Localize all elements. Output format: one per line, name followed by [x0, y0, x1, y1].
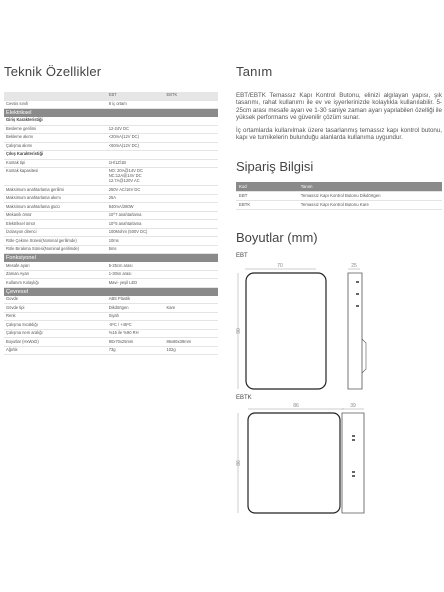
spec-value: Dikdörtgen — [107, 304, 165, 313]
spec-value: 10^5 anahtarlama — [107, 220, 165, 229]
spec-value-ebtk — [164, 279, 218, 288]
spec-value: 250V AC/16V DC — [107, 186, 165, 195]
spec-label: Besleme gerilimi — [4, 125, 107, 134]
spec-value: 1-30sn arası — [107, 270, 165, 279]
ebtk-label: EBTK — [236, 395, 252, 401]
table-row — [4, 312, 218, 321]
spec-value: %15 ile %90 RH — [107, 329, 165, 338]
ebtk-depth-text: 39 — [350, 403, 356, 409]
spec-section-title: Çevresel — [4, 287, 218, 296]
spec-value: 25A — [107, 194, 165, 203]
spec-label: İzolasyon direnci — [4, 228, 107, 237]
spec-label: Röle Bırakma Süresi(Nominal gerilimde) — [4, 245, 107, 254]
spec-value: NO: 20A@14V DC NC:12A@14V DC 12.7A@120V AC — [107, 168, 165, 186]
spec-value: -5ºC / +45ºC — [107, 321, 165, 330]
ebt-height-text: 90 — [236, 328, 242, 334]
order-desc: Temassız Kapı Kontrol Butonu Kare — [298, 200, 442, 209]
spec-label: Zaman Ayarı — [4, 270, 107, 279]
table-row — [4, 245, 218, 254]
table-row — [4, 134, 218, 143]
ebt-side-detail-2 — [356, 293, 359, 295]
ebtk-side-view — [342, 413, 364, 513]
spec-value-ebtk — [164, 237, 218, 246]
specs-header-ebt: EBT — [107, 92, 165, 100]
spec-value-ebtk: Kare — [164, 304, 218, 313]
order-table — [236, 182, 442, 210]
spec-value-ebtk — [164, 245, 218, 254]
spec-value: Siyah — [107, 312, 165, 321]
spec-value-ebtk — [164, 134, 218, 143]
spec-label: Kontak kapasitesi — [4, 168, 107, 186]
table-row — [4, 125, 218, 134]
ebt-width-text: 70 — [277, 263, 283, 269]
table-row — [4, 194, 218, 203]
ebt-side-clip — [362, 339, 366, 373]
spec-value-ebtk — [164, 100, 218, 109]
ebt-side-view — [348, 273, 362, 389]
ebt-label: EBT — [236, 253, 248, 259]
table-row — [236, 200, 442, 209]
spec-label: Kontak tipi — [4, 159, 107, 168]
table-row — [4, 237, 218, 246]
spec-value-ebtk — [164, 151, 218, 160]
spec-label: Maksimum anahtarlama gerilimi — [4, 186, 107, 195]
table-row — [4, 296, 218, 304]
ebt-side-detail-1 — [356, 281, 359, 283]
table-row — [4, 168, 218, 186]
spec-value-ebtk: 86x86x39mm — [164, 338, 218, 347]
spec-value: 1H/1Z/1B — [107, 159, 165, 168]
table-row — [4, 321, 218, 330]
spec-value: 840mA/280W — [107, 203, 165, 212]
spec-label: Çalışma akımı — [4, 142, 107, 151]
table-row — [4, 203, 218, 212]
spec-value — [107, 117, 165, 125]
spec-value-ebtk — [164, 203, 218, 212]
spec-label: Bekleme akımı — [4, 134, 107, 143]
spec-subheader — [4, 117, 218, 125]
spec-value-ebtk — [164, 312, 218, 321]
spec-label: Renk — [4, 312, 107, 321]
spec-value-ebtk — [164, 329, 218, 338]
spec-label: Ağırlık — [4, 346, 107, 355]
spec-value: 12-24V DC — [107, 125, 165, 134]
table-row — [4, 100, 218, 109]
specs-header-label — [4, 92, 107, 100]
table-row — [4, 159, 218, 168]
spec-section-header — [4, 254, 218, 263]
spec-label: Kullanım Kolaylığı — [4, 279, 107, 288]
order-header-code: Kod — [236, 182, 298, 191]
tanim-paragraph-1: EBT/EBTK Temassız Kapı Kontrol Butonu, elinizi algılayan yapısı, şık tasarımı, rahat kullanımı ile ev ve işyerlerinizde kolaylıkla kullanılabilir. 5-25cm arası mesafe ayarı ve 1-30 saniye zaman ayarı yapılabilen özelliği ile yüksek performans ve güvenilir çözüm sunar. — [236, 92, 442, 122]
spec-value-ebtk — [164, 168, 218, 186]
ebtk-side-detail-3 — [352, 471, 355, 473]
spec-label: Giriş Karakteristiği — [4, 117, 107, 125]
spec-label: Röle Çekme Süresi(Nominal gerilimde) — [4, 237, 107, 246]
spec-section-title: Elektriksel — [4, 109, 218, 118]
order-info-title: Sipariş Bilgisi — [236, 159, 314, 175]
table-row — [4, 142, 218, 151]
spec-label: Elektriksel ömür — [4, 220, 107, 229]
spec-label: Çıkış Karakteristiği — [4, 151, 107, 160]
ebtk-side-detail-4 — [352, 475, 355, 477]
spec-value: 10^7 anahtarlama — [107, 211, 165, 220]
ebtk-dimension-drawing — [236, 401, 442, 527]
table-row — [4, 338, 218, 347]
ebtk-side-detail-2 — [352, 439, 355, 441]
spec-value-ebtk — [164, 159, 218, 168]
ebtk-width-text: 86 — [293, 403, 299, 409]
spec-label: Cevsis sınıfı — [4, 100, 107, 109]
ebt-depth-text: 25 — [351, 263, 357, 269]
spec-label: Çalışma Sıcaklığı — [4, 321, 107, 330]
technical-specs-section — [4, 64, 218, 355]
description-section — [236, 64, 442, 527]
spec-section-title: Fonksiyonel — [4, 254, 218, 263]
spec-value-ebtk — [164, 142, 218, 151]
table-row — [4, 220, 218, 229]
spec-value-ebtk — [164, 194, 218, 203]
order-header-row — [236, 182, 442, 191]
spec-subheader — [4, 151, 218, 160]
table-row — [4, 329, 218, 338]
spec-value: Mavi- yeşil LED — [107, 279, 165, 288]
specs-header-ebtk: EBTK — [164, 92, 218, 100]
spec-section-header — [4, 287, 218, 296]
ebt-front-view — [246, 273, 326, 389]
specs-title: Teknik Özellikler — [4, 64, 102, 79]
ebtk-front-view — [248, 413, 340, 513]
spec-label: Govde — [4, 296, 107, 304]
spec-value-ebtk — [164, 296, 218, 304]
spec-value-ebtk — [164, 186, 218, 195]
spec-value-ebtk — [164, 220, 218, 229]
spec-value-ebtk — [164, 270, 218, 279]
table-row — [236, 191, 442, 200]
table-row — [4, 304, 218, 313]
spec-label: Gövde tipi — [4, 304, 107, 313]
spec-value: <20mA(12V DC) — [107, 134, 165, 143]
spec-label: Maksimum anahtarlama gücü — [4, 203, 107, 212]
specs-header-row — [4, 92, 218, 100]
spec-value: <60mA(12V DC) — [107, 142, 165, 151]
spec-section-header — [4, 109, 218, 118]
ebt-side-detail-3 — [356, 305, 359, 307]
spec-value: 73g — [107, 346, 165, 355]
table-row — [4, 262, 218, 270]
table-row — [4, 279, 218, 288]
table-row — [4, 228, 218, 237]
spec-label: Çalışma nem aralığı — [4, 329, 107, 338]
ebtk-height-text: 86 — [236, 460, 242, 466]
dimensions-title: Boyutlar (mm) — [236, 230, 318, 245]
table-row — [4, 270, 218, 279]
spec-value-ebtk — [164, 321, 218, 330]
order-code: EBT — [236, 191, 298, 200]
order-desc: Temassız Kapı Kontrol Butonu Dikdörtgen — [298, 191, 442, 200]
ebt-dimension-drawing — [236, 259, 442, 397]
spec-value: ABS Plastik — [107, 296, 165, 304]
spec-value: 8 iç ortam — [107, 100, 165, 109]
spec-value-ebtk: 102g — [164, 346, 218, 355]
order-code: EBTK — [236, 200, 298, 209]
spec-value: 100Mohm (500V DC) — [107, 228, 165, 237]
table-row — [4, 346, 218, 355]
spec-value: 90x70x25mm — [107, 338, 165, 347]
order-header-desc: Tanım — [298, 182, 442, 191]
spec-label: Maksimum anahtarlama akımı — [4, 194, 107, 203]
spec-label: Boyutlar (HxWxD) — [4, 338, 107, 347]
spec-value-ebtk — [164, 125, 218, 134]
spec-value-ebtk — [164, 117, 218, 125]
spec-value-ebtk — [164, 211, 218, 220]
tanim-title: Tanım — [236, 64, 273, 79]
table-row — [4, 211, 218, 220]
table-row — [4, 186, 218, 195]
spec-label: Mesafe ayarı — [4, 262, 107, 270]
spec-value-ebtk — [164, 262, 218, 270]
tanim-paragraph-2: İç ortamlarda kullanılmak üzere tasarlanmış temassız kapı kontrol butonu, kapı ve turnikelerin bulunduğu alanlarda kullanıma uygundur. — [236, 126, 442, 142]
ebtk-side-detail-1 — [352, 435, 355, 437]
spec-label: Mekanik ömür — [4, 211, 107, 220]
spec-value: 5-25cm arası — [107, 262, 165, 270]
spec-value: 5ms — [107, 245, 165, 254]
spec-value-ebtk — [164, 228, 218, 237]
specs-table — [4, 92, 218, 355]
spec-value — [107, 151, 165, 160]
spec-value: 10ms — [107, 237, 165, 246]
